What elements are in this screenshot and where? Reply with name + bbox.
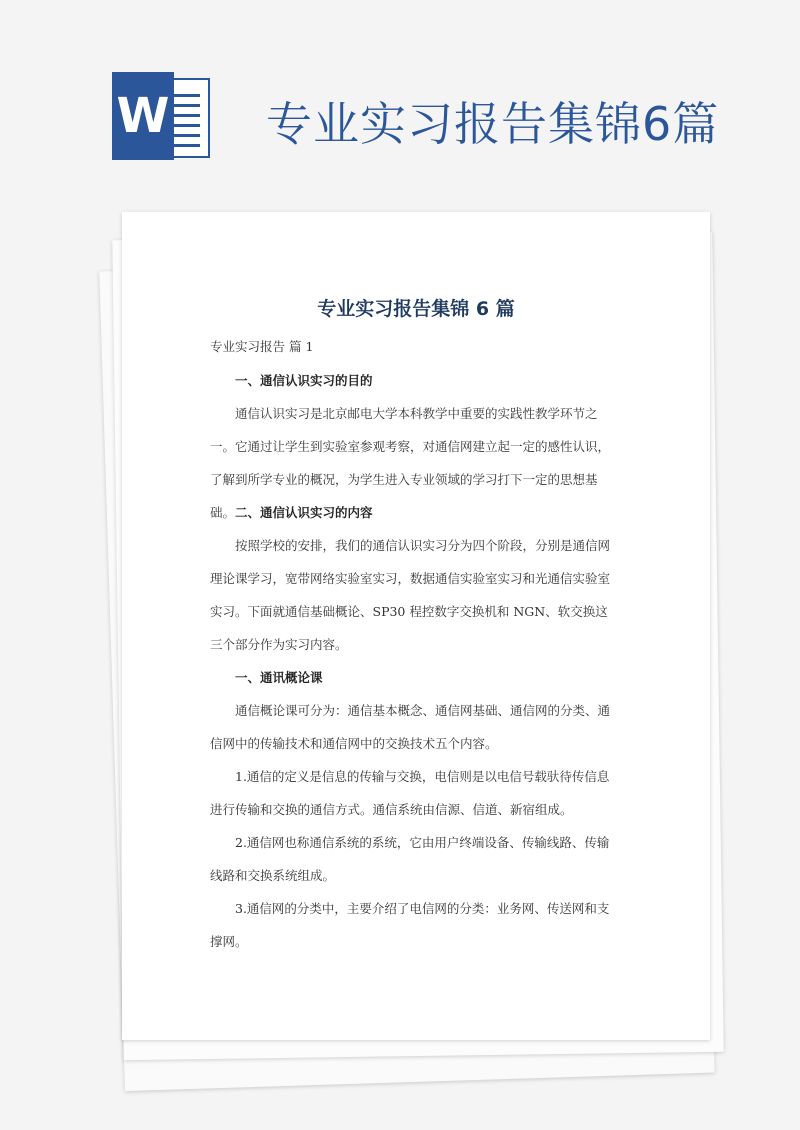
paragraph: 按照学校的安排，我们的通信认识实习分为四个阶段，分别是通信网理论课学习，宽带网络实验室实习，数据通信实验室实习和光通信实验室实习。下面就通信基础概论、SP30 程控数字交换机和 NGN、软交换这三个部分作为实习内容。 (210, 538, 611, 652)
paragraph: 2.通信网也称通信系统的系统，它由用户终端设备、传输线路、传输线路和交换系统组成。 (210, 835, 610, 883)
word-icon-letter: W (112, 72, 174, 160)
banner (0, 0, 800, 210)
paragraph: 3.通信网的分类中，主要介绍了电信网的分类：业务网、传送网和支撑网。 (210, 901, 610, 949)
paragraph: 通信概论课可分为：通信基本概念、通信网基础、通信网的分类、通信网中的传输技术和通信网中的交换技术五个内容。 (210, 703, 611, 751)
document-subtitle: 专业实习报告 篇 1 (210, 339, 314, 354)
paragraph: 通信认识实习是北京邮电大学本科教学中重要的实践性教学环节之一。 (210, 406, 598, 454)
section-heading: 一、通信认识实习的目的 (235, 373, 373, 388)
section-heading: 一、通讯概论课 (235, 670, 323, 685)
document-page (122, 212, 710, 1040)
paragraph: 1.通信的定义是信息的传输与交换，电信则是以电信号载驮待传信息进行传输和交换的通信方式。通信系统由信源、信道、新宿组成。 (210, 769, 610, 817)
paragraph: 它通过让学生到实验室参观考察，对通信网建立起一定的感性认识，了解到所学专业的概况，为学生进入专业领域的学习打下一定的思想基础。 (210, 439, 611, 520)
banner-title: 专业实习报告集锦6篇 (266, 97, 720, 151)
word-icon (112, 72, 212, 160)
section-heading: 二、通信认识实习的内容 (235, 505, 373, 520)
document-title: 专业实习报告集锦 6 篇 (317, 298, 515, 320)
